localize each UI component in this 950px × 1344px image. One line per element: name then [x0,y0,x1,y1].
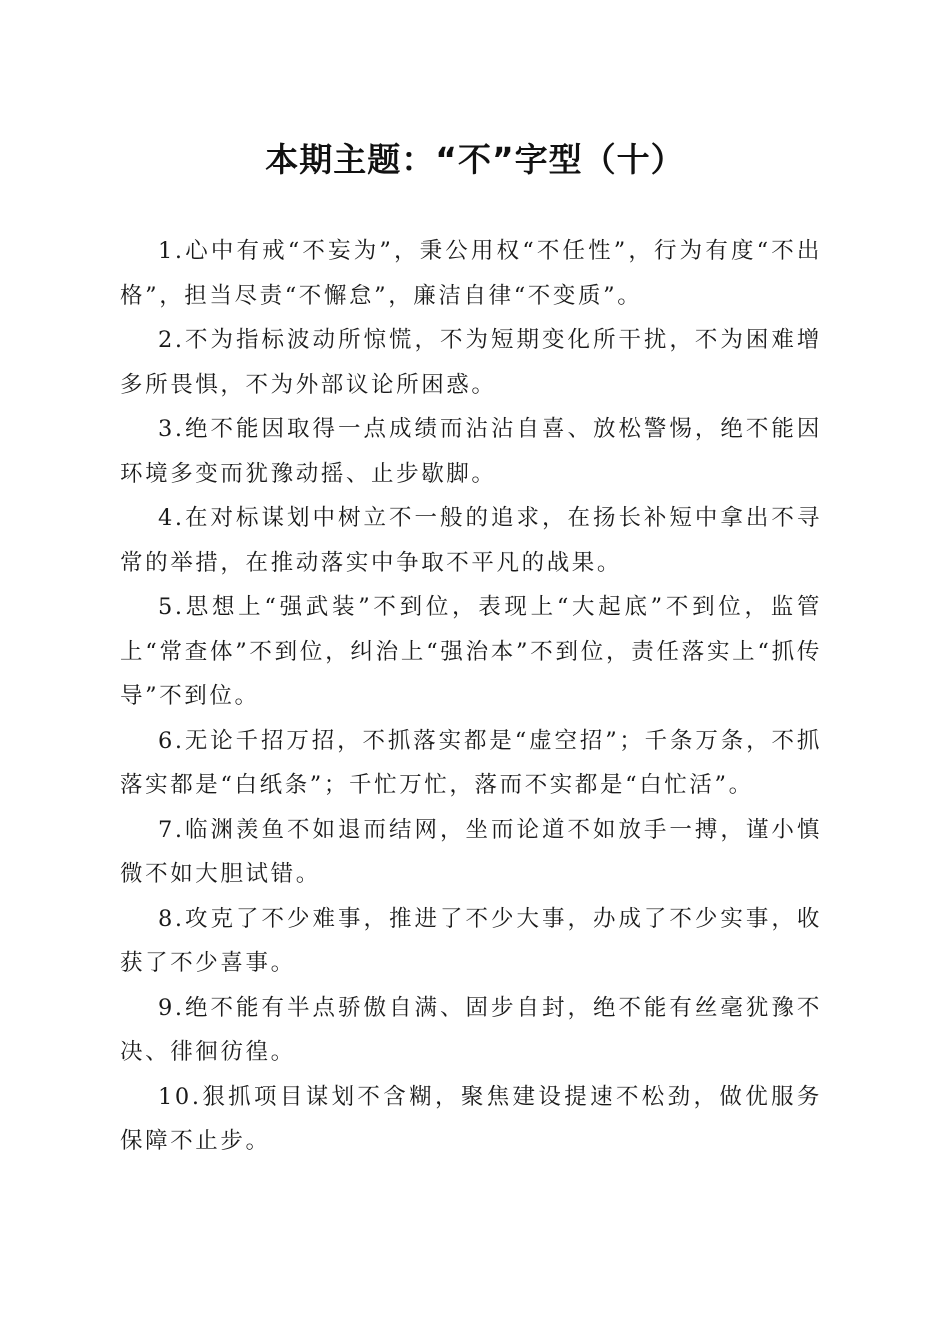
item-list [120,229,822,1164]
list-item: 3.绝不能因取得一点成绩而沾沾自喜、放松警惕，绝不能因环境多变而犹豫动摇、止步歇脚。 [120,416,822,487]
list-item: 7.临渊羡鱼不如退而结网，坐而论道不如放手一搏，谨小慎微不如大胆试错。 [120,816,822,887]
list-item: 10.狠抓项目谋划不含糊，聚焦建设提速不松劲，做优服务保障不止步。 [120,1083,822,1154]
page-title: 本期主题：“不”字型（十） [265,140,685,179]
list-item: 6.无论千招万招，不抓落实都是“虚空招”；千条万条，不抓落实都是“白纸条”；千忙万忙，落而不实都是“白忙活”。 [120,727,822,798]
list-item: 9.绝不能有半点骄傲自满、固步自封，绝不能有丝毫犹豫不决、徘徊彷徨。 [120,994,822,1065]
list-item: 4.在对标谋划中树立不一般的追求，在扬长补短中拿出不寻常的举措，在推动落实中争取不平凡的战果。 [120,505,822,576]
list-item: 5.思想上“强武装”不到位，表现上“大起底”不到位，监管上“常查体”不到位，纠治上“强治本”不到位，责任落实上“抓传导”不到位。 [120,594,822,709]
list-item: 1.心中有戒“不妄为”，秉公用权“不任性”，行为有度“不出格”，担当尽责“不懈怠”，廉洁自律“不变质”。 [120,238,822,309]
list-item: 2.不为指标波动所惊慌，不为短期变化所干扰，不为困难增多所畏惧，不为外部议论所困惑。 [120,327,822,398]
list-item: 8.攻克了不少难事，推进了不少大事，办成了不少实事，收获了不少喜事。 [120,905,822,976]
